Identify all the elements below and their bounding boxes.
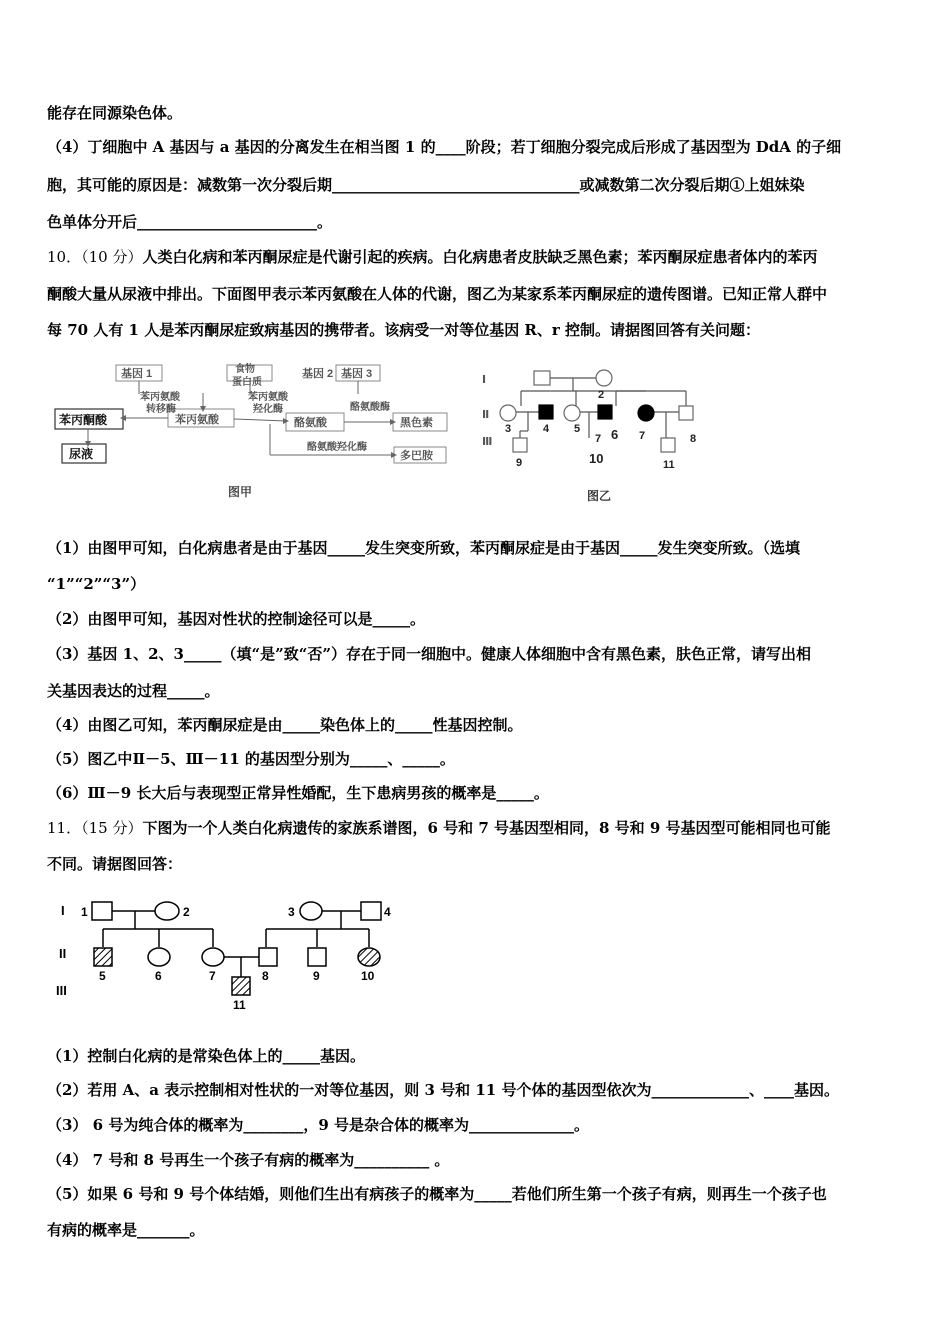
question-10-number: 10．（10 分） (47, 248, 143, 266)
figure-jia-pathway (50, 358, 460, 508)
f11-n2: 2 (183, 905, 190, 919)
q11-part2: （2）若用 A、a 表示控制相对性状的一对等位基因，则 3 号和 11 号个体的基因型依次为_____________、____基因。 (47, 1081, 839, 1099)
f11-n1: 1 (81, 905, 88, 919)
yi-caption: 图乙 (587, 489, 612, 503)
f11-gen3: III (56, 983, 67, 998)
f11-n7: 7 (209, 969, 216, 983)
question-10-text-a: 人类白化病和苯丙酮尿症是代谢引起的疾病。白化病患者皮肤缺乏黑色素；苯丙酮尿症患者体内的苯丙 (142, 248, 818, 266)
jia-urine: 尿液 (69, 447, 94, 461)
q10-part1-a: （1）由图甲可知，白化病患者是由于基因_____发生突变所致，苯丙酮尿症是由于基因_____发生突变所致。（选填 (47, 539, 800, 557)
question-11-text-b: 不同。请据图回答： (47, 855, 183, 873)
f11-n5: 5 (99, 969, 106, 983)
yi-gen1: Ⅰ (482, 374, 487, 386)
yi-n7b: 7 (595, 433, 602, 445)
yi-gen2: Ⅱ (482, 409, 490, 421)
question-10-text-c: 每 70 人有 1 人是苯丙酮尿症致病基因的携带者。该病受一对等位基因 R、r 控制。请据图回答有关问题： (47, 321, 761, 339)
f11-gen2: II (59, 946, 67, 961)
jia-transfer-1: 苯丙氨酸 (140, 392, 180, 403)
yi-n11: 11 (663, 459, 675, 471)
text-line-1: 能存在同源染色体。 (47, 104, 183, 122)
q11-part4: （4） 7 号和 8 号再生一个孩子有病的概率为__________ 。 (47, 1151, 450, 1169)
jia-caption: 图甲 (228, 485, 253, 499)
jia-ketoacid: 苯丙酮酸 (59, 413, 108, 427)
yi-n9: 9 (516, 457, 523, 469)
f11-n8: 8 (262, 969, 269, 983)
question-11-text-a: 下图为一个人类白化病遗传的家族系谱图，6 号和 7 号基因型相同，8 号和 9 号基因型可能相同也可能 (142, 819, 831, 837)
question-10-text-b: 酮酸大量从尿液中排出。下面图甲表示苯丙氨酸在人体的代谢，图乙为某家系苯丙酮尿症的遗传图谱。已知正常人群中 (47, 285, 828, 303)
q11-part5-a: （5）如果 6 号和 9 号个体结婚，则他们生出有病孩子的概率为_____若他们所生第一个孩子有病，则再生一个孩子也 (47, 1185, 827, 1203)
f11-n10: 10 (361, 969, 375, 983)
jia-hydrox-2: 羟化酶 (253, 404, 283, 415)
q10-part4: （4）由图乙可知，苯丙酮尿症是由_____染色体上的_____性基因控制。 (47, 716, 523, 734)
yi-n7: 7 (639, 430, 646, 442)
question-11-number: 11．（15 分） (47, 819, 143, 837)
text-line-2: （4）丁细胞中 A 基因与 a 基因的分离发生在相当图 1 的____阶段；若丁细胞分裂完成后形成了基因型为 DdA 的子细 (47, 138, 842, 156)
jia-melanin: 黑色素 (400, 417, 433, 429)
jia-tyrase: 酪氨酸酶 (350, 402, 390, 413)
q11-part5-b: 有病的概率是_______。 (47, 1221, 205, 1239)
f11-n4: 4 (384, 905, 391, 919)
q11-part3: （3） 6 号为纯合体的概率为________，9 号是杂合体的概率为______________。 (47, 1116, 589, 1134)
text-line-4: 色单体分开后________________________。 (47, 213, 333, 231)
q10-part2: （2）由图甲可知，基因对性状的控制途径可以是_____。 (47, 610, 425, 628)
q10-part3-a: （3）基因 1、2、3_____（填“是”致“否”）存在于同一细胞中。健康人体细胞中含有黑色素，肤色正常，请写出相 (47, 645, 811, 663)
q11-part1: （1）控制白化病的是常染色体上的_____基因。 (47, 1047, 365, 1065)
f11-n11: 11 (233, 998, 246, 1012)
text-line-3: 胞，其可能的原因是：减数第一次分裂后期_________________________________或减数第二次分裂后期①上姐妹染 (47, 176, 805, 194)
yi-n8: 8 (690, 433, 697, 445)
q10-part1-b: “1”“2”“3”） (47, 575, 146, 593)
yi-n6: 6 (611, 427, 619, 442)
jia-tyr-hydrox: 酪氨酸羟化酶 (307, 442, 367, 453)
figure-yi-pedigree (476, 358, 706, 508)
f11-gen1: I (61, 903, 65, 918)
yi-n4: 4 (543, 423, 550, 435)
yi-n10: 10 (589, 451, 604, 466)
q10-part5: （5）图乙中Ⅱ－5、Ⅲ－11 的基因型分别为_____、_____。 (47, 750, 455, 768)
f11-n6: 6 (155, 969, 162, 983)
yi-n2: 2 (598, 389, 605, 401)
jia-tyr: 酪氨酸 (294, 417, 327, 429)
jia-food: 食物 (235, 364, 255, 375)
q10-part6: （6）Ⅲ－9 长大后与表现型正常异性婚配，生下患病男孩的概率是_____。 (47, 784, 549, 802)
jia-dopa: 多巴胺 (400, 450, 433, 462)
jia-hydrox-1: 苯丙氨酸 (248, 392, 288, 403)
yi-n3: 3 (505, 423, 512, 435)
question-11-intro (47, 818, 907, 838)
q10-part3-b: 关基因表达的过程_____。 (47, 682, 220, 700)
jia-phe: 苯丙氨酸 (175, 414, 219, 426)
figure-11-pedigree (55, 892, 415, 1017)
f11-n3: 3 (288, 905, 295, 919)
yi-n5: 5 (574, 423, 581, 435)
jia-protein: 蛋白质 (232, 377, 262, 388)
jia-gene2-label: 基因 2 (302, 368, 334, 380)
jia-gene3: 基因 3 (341, 368, 373, 380)
yi-gen3: Ⅲ (482, 436, 493, 448)
f11-n9: 9 (313, 969, 320, 983)
jia-gene1: 基因 1 (121, 368, 153, 380)
question-10-intro (47, 247, 907, 267)
jia-transfer-2: 转移酶 (146, 404, 176, 415)
